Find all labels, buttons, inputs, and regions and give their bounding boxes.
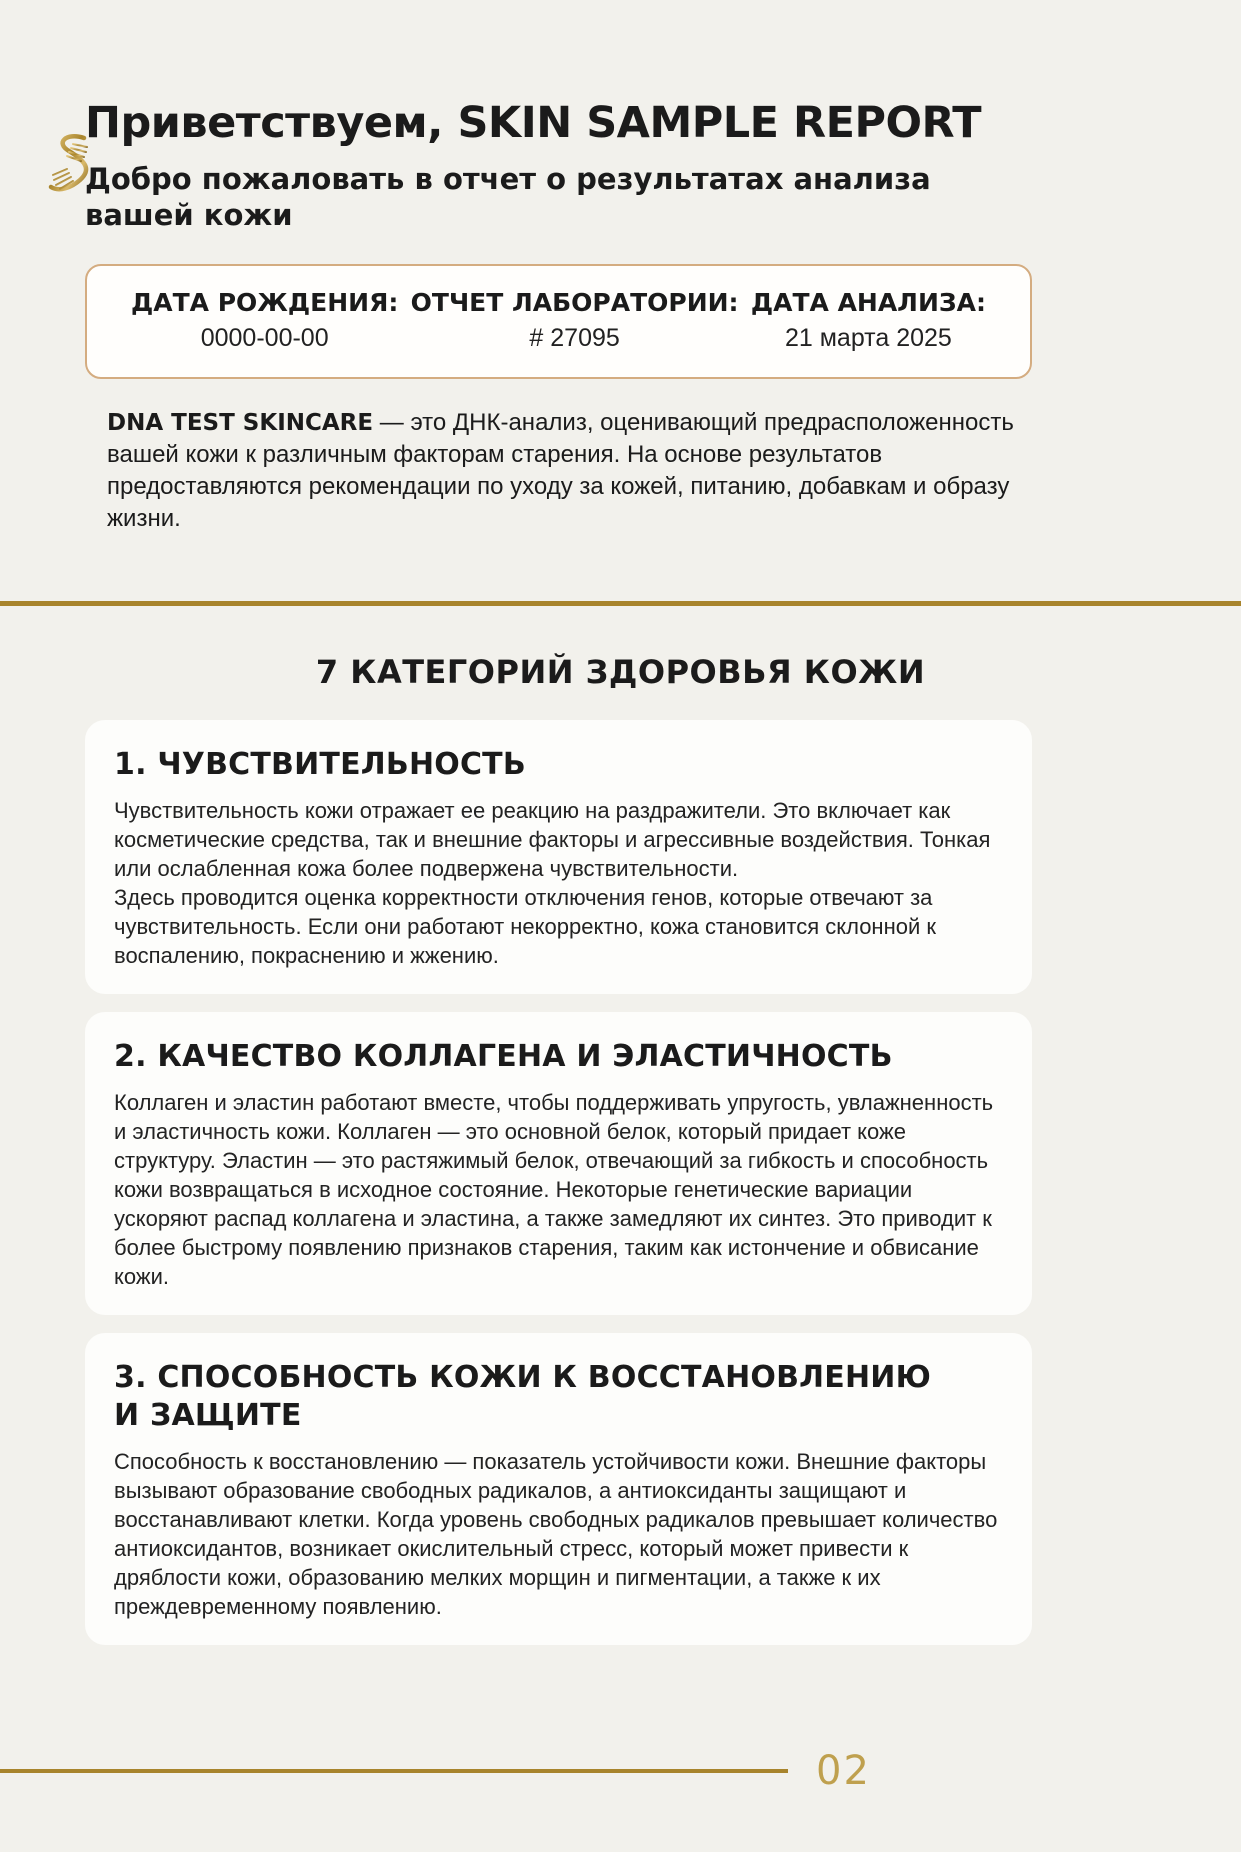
meta-label: ОТЧЕТ ЛАБОРАТОРИИ: — [410, 287, 739, 317]
footer-rule — [0, 1769, 788, 1773]
meta-field-lab-report — [411, 288, 739, 353]
section-heading: 7 КАТЕГОРИЙ ЗДОРОВЬЯ КОЖИ — [315, 652, 926, 691]
page-number: 02 — [816, 1748, 871, 1794]
card-title: 3. СПОСОБНОСТЬ КОЖИ К ВОССТАНОВЛЕНИЮ И ЗАЩИТЕ — [114, 1359, 931, 1433]
page-title: Приветствуем, SKIN SAMPLE REPORT — [85, 98, 982, 148]
card-title: 2. КАЧЕСТВО КОЛЛАГЕНА И ЭЛАСТИЧНОСТЬ — [114, 1038, 893, 1074]
card-body: Способность к восстановлению — показатель устойчивости кожи. Внешние факторы вызывают образование свободных радикалов, а антиоксиданты защищают и восстанавливают клетки. Когда уровень свободных радикалов превышает количество антиоксидантов, возникает окислительный стресс, который может привести к дряблости кожи, образованию мелких морщин и пигментации, а также к их преждевременному появлению. — [114, 1448, 998, 1619]
page-subtitle: Добро пожаловать в отчет о результатах анализа вашей кожи — [85, 161, 931, 232]
category-card-repair-protection — [85, 1333, 1032, 1645]
gold-divider — [0, 601, 1241, 606]
card-title: 1. ЧУВСТВИТЕЛЬНОСТЬ — [114, 746, 526, 782]
meta-field-birth-date — [131, 288, 398, 353]
card-body: Коллаген и эластин работают вместе, чтобы поддерживать упругость, увлажненность и эластичность кожи. Коллаген — это основной белок, который придает коже структуру. Эластин — это растяжимый белок, отвечающий за гибкость и способность кожи возвращаться в исходное состояние. Некоторые генетические вариации ускоряют распад коллагена и эластина, а также замедляют их синтез. Это приводит к более быстрому появлению признаков старения, таким как истончение и обвисание кожи. — [114, 1089, 994, 1289]
dna-helix-icon — [42, 131, 100, 197]
intro-paragraph — [107, 407, 1042, 535]
report-meta-box — [85, 264, 1032, 379]
brand-name: DNA TEST SKINCARE — [107, 409, 374, 436]
meta-value: 21 марта 2025 — [784, 323, 952, 352]
category-card-sensitivity — [85, 720, 1032, 994]
category-card-collagen-elasticity — [85, 1012, 1032, 1315]
meta-value: # 27095 — [529, 323, 620, 352]
card-body: Чувствительность кожи отражает ее реакцию на раздражители. Это включает как косметические средства, так и внешние факторы и агрессивные воздействия. Тонкая или ослабленная кожа более подвержена чувствительности. Здесь проводится оценка корректности отключения генов, которые отвечают за чувствительность. Если они работают некорректно, кожа становится склонной к воспалению, покраснению и жжению. — [114, 797, 991, 968]
report-header — [85, 98, 1241, 234]
meta-field-analysis-date — [751, 288, 986, 353]
meta-value: 0000-00-00 — [200, 323, 329, 352]
page-footer — [0, 1748, 1241, 1794]
meta-label: ДАТА АНАЛИЗА: — [750, 287, 986, 317]
intro-text: — это ДНК-анализ, оценивающий предрасположенность вашей кожи к различным факторам старения. На основе результатов предоставляются рекомендации по уходу за кожей, питанию, добавкам и образу жизни. — [107, 408, 1014, 532]
report-page — [0, 98, 1241, 1852]
meta-label: ДАТА РОЖДЕНИЯ: — [131, 287, 399, 317]
